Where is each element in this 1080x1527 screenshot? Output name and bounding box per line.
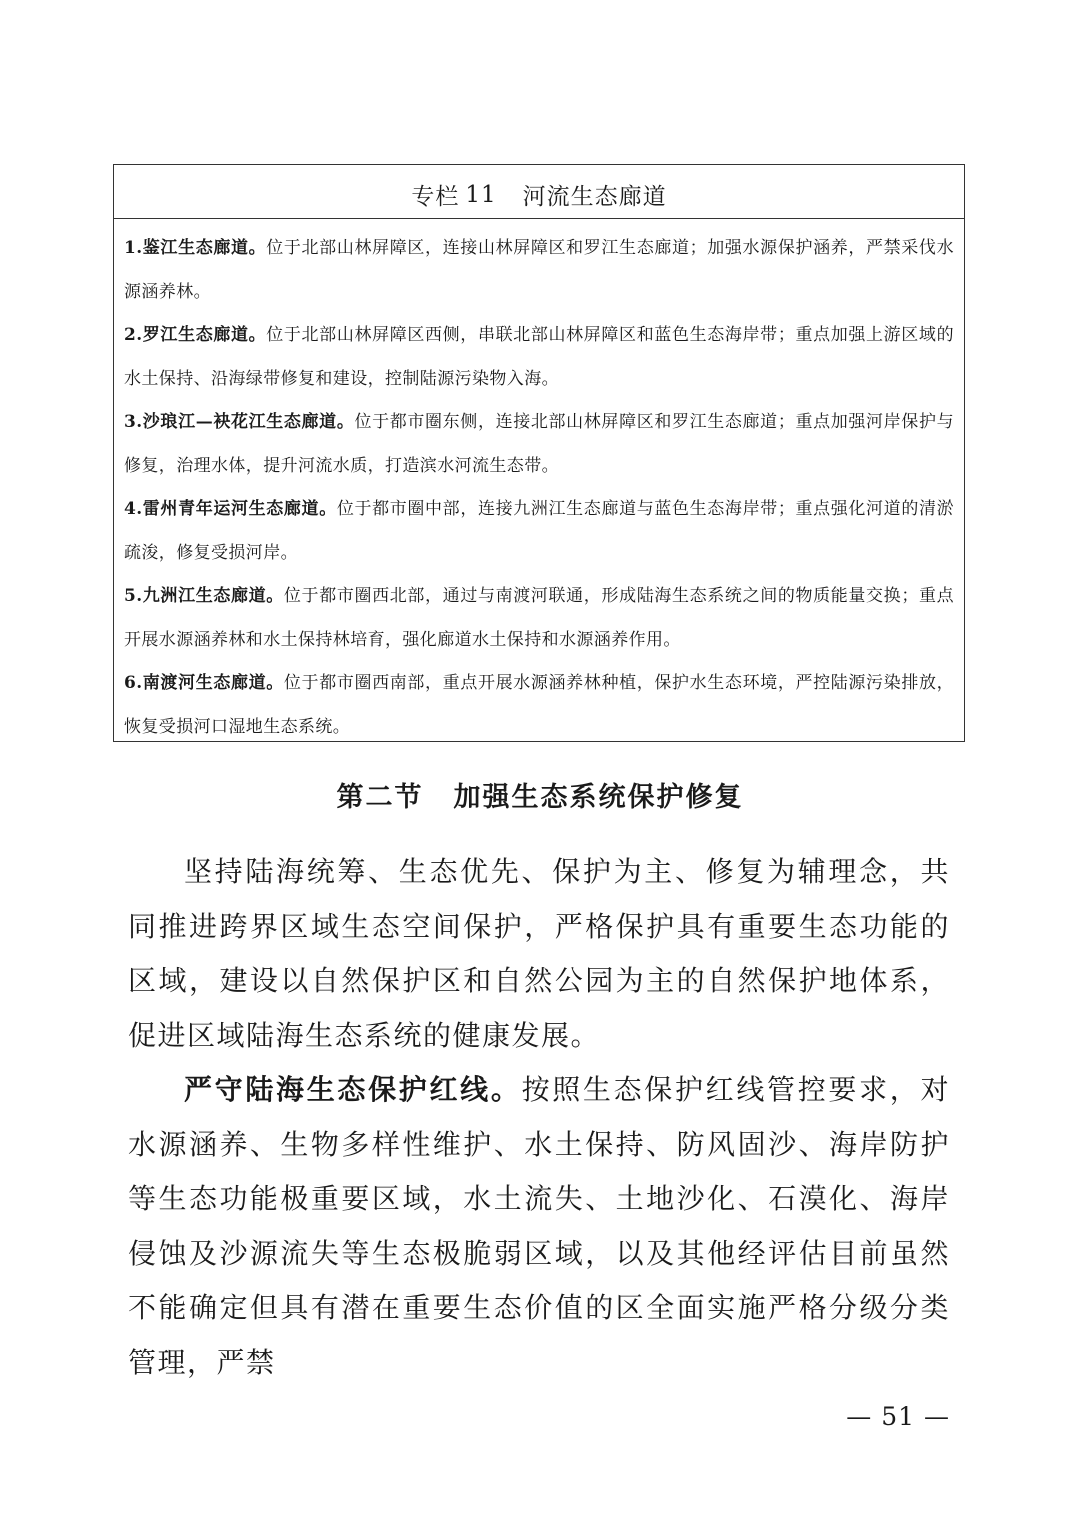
column-item-head: 4.雷州青年运河生态廊道。 [124, 499, 337, 519]
column-item-head: 5.九洲江生态廊道。 [124, 586, 284, 606]
column-item [124, 401, 954, 488]
column-item [124, 488, 954, 575]
column-item-head: 1.鉴江生态廊道。 [124, 238, 267, 258]
section-heading [0, 775, 1080, 814]
column-item-head: 2.罗江生态廊道。 [124, 325, 267, 345]
column-title [114, 165, 964, 219]
paragraph-2 [128, 1063, 950, 1390]
body-text [128, 845, 950, 1390]
column-item-body: 位于北部山林屏障区，连接山林屏障区和罗江生态廊道；加强水源保护涵养，严禁采伐水源涵养林。 [124, 238, 954, 302]
column-box [113, 164, 965, 742]
column-item [124, 662, 954, 749]
column-title-text: 河流生态廊道 [522, 184, 667, 210]
column-item-body: 位于北部山林屏障区西侧，串联北部山林屏障区和蓝色生态海岸带；重点加强上游区域的水土保持、沿海绿带修复和建设，控制陆源污染物入海。 [124, 325, 954, 389]
column-title-number: 11 [465, 181, 497, 208]
column-item-body: 位于都市圈西北部，通过与南渡河联通，形成陆海生态系统之间的物质能量交换；重点开展水源涵养林和水土保持林培育，强化廊道水土保持和水源涵养作用。 [124, 586, 955, 650]
column-item-body: 位于都市圈东侧，连接北部山林屏障区和罗江生态廊道；重点加强河岸保护与修复，治理水体，提升河流水质，打造滨水河流生态带。 [124, 412, 954, 476]
column-item [124, 227, 954, 314]
column-item [124, 575, 954, 662]
paragraph-2-body: 按照生态保护红线管控要求，对水源涵养、生物多样性维护、水土保持、防风固沙、海岸防护等生态功能极重要区域，水土流失、土地沙化、石漠化、海岸侵蚀及沙源流失等生态极脆弱区域，以及其他经评估目前虽然不能确定但具有潜在重要生态价值的区全面实施严格分级分类管理，严禁 [128, 1073, 950, 1379]
column-item-head: 6.南渡河生态廊道。 [124, 673, 284, 693]
column-item-body: 位于都市圈中部，连接九洲江生态廊道与蓝色生态海岸带；重点强化河道的清淤疏浚，修复受损河岸。 [124, 499, 955, 563]
paragraph-2-head: 严守陆海生态保护红线。 [184, 1073, 522, 1106]
column-title-prefix: 专栏 [411, 184, 460, 210]
paragraph-1: 坚持陆海统筹、生态优先、保护为主、修复为辅理念，共同推进跨界区域生态空间保护，严格保护具有重要生态功能的区域，建设以自然保护区和自然公园为主的自然保护地体系，促进区域陆海生态系统的健康发展。 [128, 855, 950, 1052]
section-title: 加强生态系统保护修复 [453, 782, 744, 813]
column-items [114, 219, 964, 749]
column-item [124, 314, 954, 401]
column-item-head: 3.沙琅江—袂花江生态廊道。 [124, 412, 355, 432]
column-item-body: 位于都市圈西南部，重点开展水源涵养林种植，保护水生态环境，严控陆源污染排放，恢复受损河口湿地生态系统。 [124, 673, 955, 737]
page-number: — 51 — [846, 1402, 950, 1431]
section-number: 第二节 [336, 782, 424, 813]
